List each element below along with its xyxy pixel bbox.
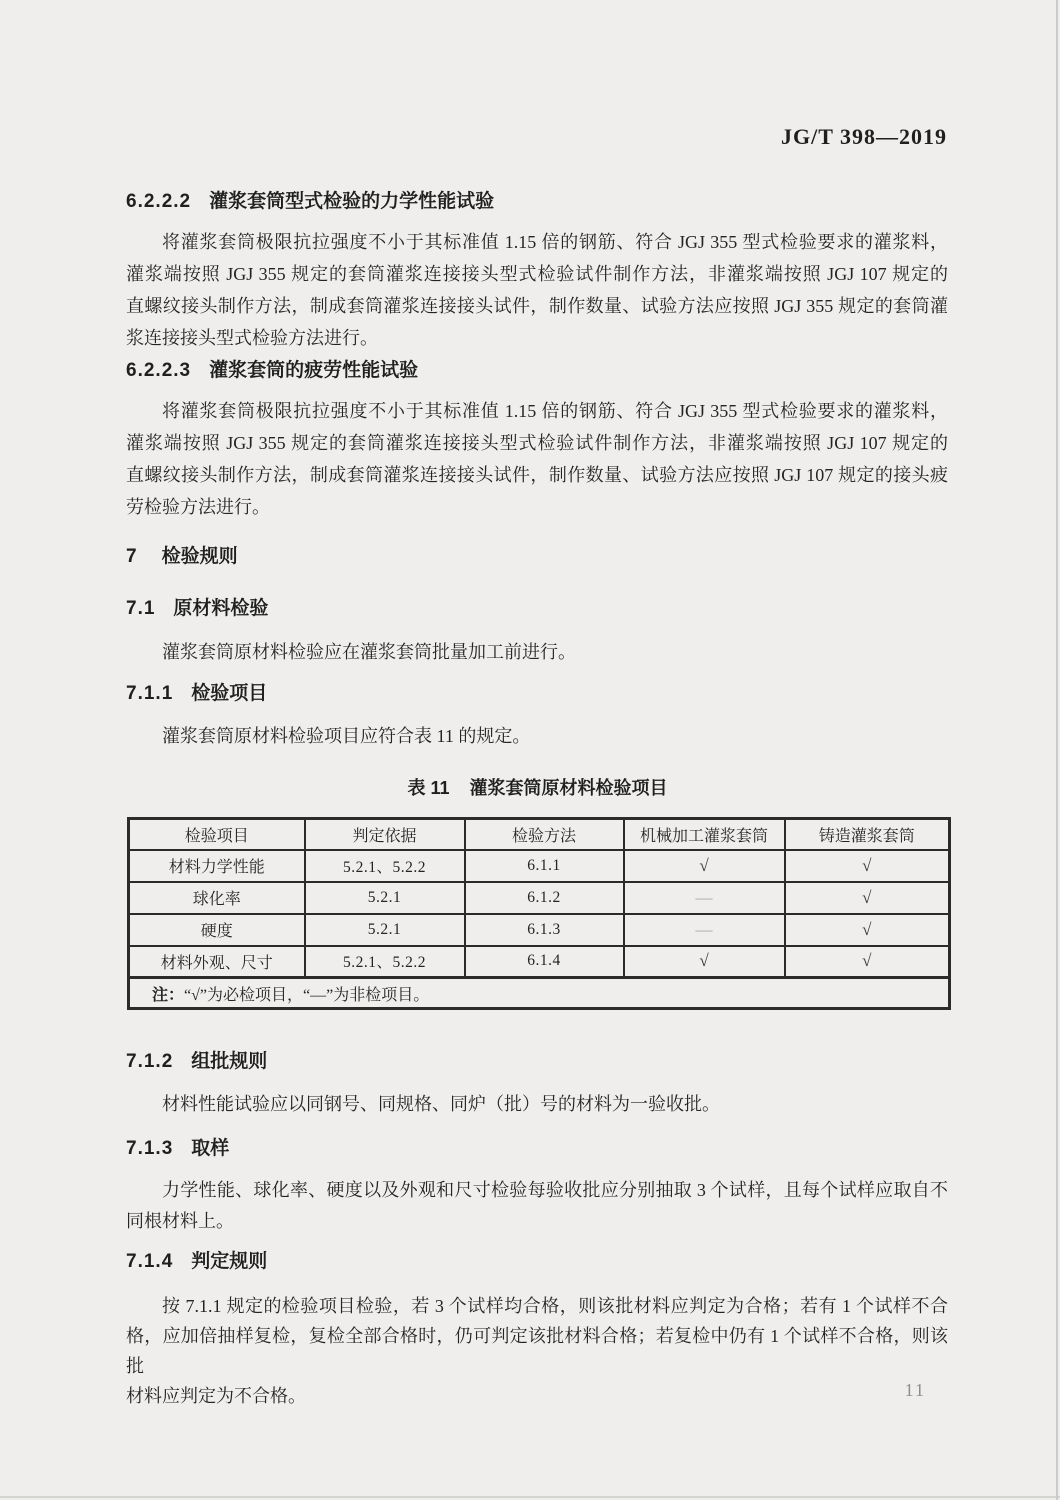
section-number: 7.1 bbox=[126, 598, 156, 619]
table-cell: 材料外观、尺寸 bbox=[129, 946, 305, 978]
section-heading-7-1 bbox=[126, 598, 950, 620]
paragraph-6-2-2-3 bbox=[126, 395, 948, 523]
table-row bbox=[129, 850, 950, 882]
table-cell: 6.1.3 bbox=[465, 914, 624, 946]
section-heading-6-2-2-3 bbox=[126, 360, 950, 382]
table-cell-dash: — bbox=[624, 914, 785, 946]
section-number: 7.1.1 bbox=[126, 683, 174, 704]
note-label: 注： bbox=[152, 986, 185, 1004]
paragraph-7-1-3 bbox=[126, 1175, 948, 1237]
section-number: 7.1.3 bbox=[126, 1138, 174, 1159]
paragraph-line: 劳检验方法进行。 bbox=[126, 497, 270, 517]
column-header: 机械加工灌浆套筒 bbox=[624, 819, 785, 850]
table-cell: 6.1.2 bbox=[465, 882, 624, 914]
paragraph-7-1-2 bbox=[126, 1088, 948, 1120]
section-title: 判定规则 bbox=[191, 1251, 268, 1272]
paragraph-line: 灌浆套筒原材料检验应在灌浆套筒批量加工前进行。 bbox=[162, 642, 576, 662]
table-header-row bbox=[129, 819, 950, 850]
paragraph-line: 材料性能试验应以同钢号、同规格、同炉（批）号的材料为一验收批。 bbox=[162, 1094, 720, 1114]
section-number: 7.1.4 bbox=[126, 1251, 174, 1272]
section-number: 6.2.2.2 bbox=[126, 191, 192, 212]
paragraph-line: 格，应加倍抽样复检，复检全部合格时，仍可判定该批材料合格；若复检中仍有 1 个试样不合格，则该批 bbox=[126, 1326, 948, 1376]
table-cell-check: √ bbox=[624, 850, 785, 882]
section-title: 灌浆套筒的疲劳性能试验 bbox=[209, 360, 419, 381]
standard-number: JG/T 398—2019 bbox=[780, 124, 947, 149]
table-cell-check: √ bbox=[785, 914, 950, 946]
section-heading-7-1-4 bbox=[126, 1251, 950, 1273]
paragraph-line: 灌浆端按照 JGJ 355 规定的套筒灌浆连接接头型式检验试件制作方法，非灌浆端按照 JGJ 107 规定的 bbox=[126, 433, 948, 453]
table-cell: 材料力学性能 bbox=[129, 850, 305, 882]
table-note bbox=[129, 978, 950, 1009]
column-header: 铸造灌浆套筒 bbox=[785, 819, 950, 850]
section-title: 检验规则 bbox=[161, 546, 238, 567]
section-number: 7 bbox=[126, 546, 138, 567]
table-cell-check: √ bbox=[785, 850, 950, 882]
paragraph-line: 直螺纹接头制作方法，制成套筒灌浆连接接头试件，制作数量、试验方法应按照 JGJ 107 规定的接头疲 bbox=[126, 465, 948, 485]
table-row bbox=[129, 946, 950, 978]
table-cell: 6.1.1 bbox=[465, 850, 624, 882]
section-title: 检验项目 bbox=[191, 683, 268, 704]
column-header: 检验项目 bbox=[129, 819, 305, 850]
section-heading-7-1-1 bbox=[126, 683, 950, 705]
paragraph-line: 力学性能、球化率、硬度以及外观和尺寸检验每验收批应分别抽取 3 个试样，且每个试样应取自不 bbox=[162, 1180, 948, 1200]
table-11-inspection-items bbox=[127, 817, 951, 1010]
table-caption-title: 灌浆套筒原材料检验项目 bbox=[469, 778, 668, 798]
table-cell-dash: — bbox=[624, 882, 785, 914]
table-caption bbox=[127, 774, 948, 800]
table-row bbox=[129, 882, 950, 914]
table-cell: 球化率 bbox=[129, 882, 305, 914]
paragraph-line: 按 7.1.1 规定的检验项目检验，若 3 个试样均合格，则该批材料应判定为合格；若有 1 个试样不合 bbox=[162, 1296, 948, 1316]
table-cell-check: √ bbox=[785, 882, 950, 914]
table-cell: 5.2.1、5.2.2 bbox=[305, 850, 465, 882]
table-cell: 5.2.1 bbox=[305, 882, 465, 914]
table-cell: 5.2.1、5.2.2 bbox=[305, 946, 465, 978]
paragraph-6-2-2-2 bbox=[126, 226, 948, 354]
paragraph-line: 将灌浆套筒极限抗拉强度不小于其标准值 1.15 倍的钢筋、符合 JGJ 355 型式检验要求的灌浆料， bbox=[162, 232, 948, 252]
table-cell-check: √ bbox=[785, 946, 950, 978]
paragraph-line: 将灌浆套筒极限抗拉强度不小于其标准值 1.15 倍的钢筋、符合 JGJ 355 型式检验要求的灌浆料， bbox=[162, 401, 948, 421]
scan-edge-bottom bbox=[0, 1496, 1060, 1498]
paragraph-line: 浆连接接头型式检验方法进行。 bbox=[126, 328, 378, 348]
section-heading-7-1-2 bbox=[126, 1051, 950, 1073]
section-number: 7.1.2 bbox=[126, 1051, 174, 1072]
column-header: 检验方法 bbox=[465, 819, 624, 850]
section-heading-7-1-3 bbox=[126, 1138, 950, 1160]
section-title: 原材料检验 bbox=[173, 598, 269, 619]
table-cell: 硬度 bbox=[129, 914, 305, 946]
section-title: 取样 bbox=[191, 1138, 230, 1159]
section-heading-7 bbox=[126, 546, 950, 568]
page-number: 11 bbox=[904, 1380, 926, 1400]
table-note-row bbox=[129, 978, 950, 1009]
section-heading-6-2-2-2 bbox=[126, 191, 950, 213]
table-caption-label: 表 11 bbox=[407, 778, 450, 798]
paragraph-7-1-4 bbox=[126, 1291, 948, 1411]
paragraph-line: 同根材料上。 bbox=[126, 1211, 234, 1231]
paragraph-7-1-1 bbox=[126, 720, 948, 752]
section-title: 灌浆套筒型式检验的力学性能试验 bbox=[209, 191, 495, 212]
table-cell: 5.2.1 bbox=[305, 914, 465, 946]
note-text: “√”为必检项目，“—”为非检项目。 bbox=[184, 986, 430, 1004]
paragraph-line: 灌浆套筒原材料检验项目应符合表 11 的规定。 bbox=[162, 726, 531, 746]
section-number: 6.2.2.3 bbox=[126, 360, 192, 381]
scan-edge-right bbox=[1056, 0, 1058, 1500]
table-cell-check: √ bbox=[624, 946, 785, 978]
paragraph-line: 直螺纹接头制作方法，制成套筒灌浆连接接头试件，制作数量、试验方法应按照 JGJ 355 规定的套筒灌 bbox=[126, 296, 948, 316]
paragraph-line: 灌浆端按照 JGJ 355 规定的套筒灌浆连接接头型式检验试件制作方法，非灌浆端按照 JGJ 107 规定的 bbox=[126, 264, 948, 284]
table-cell: 6.1.4 bbox=[465, 946, 624, 978]
paragraph-7-1 bbox=[126, 636, 948, 668]
paragraph-line: 材料应判定为不合格。 bbox=[126, 1386, 306, 1406]
column-header: 判定依据 bbox=[305, 819, 465, 850]
table-row bbox=[129, 914, 950, 946]
section-title: 组批规则 bbox=[191, 1051, 268, 1072]
